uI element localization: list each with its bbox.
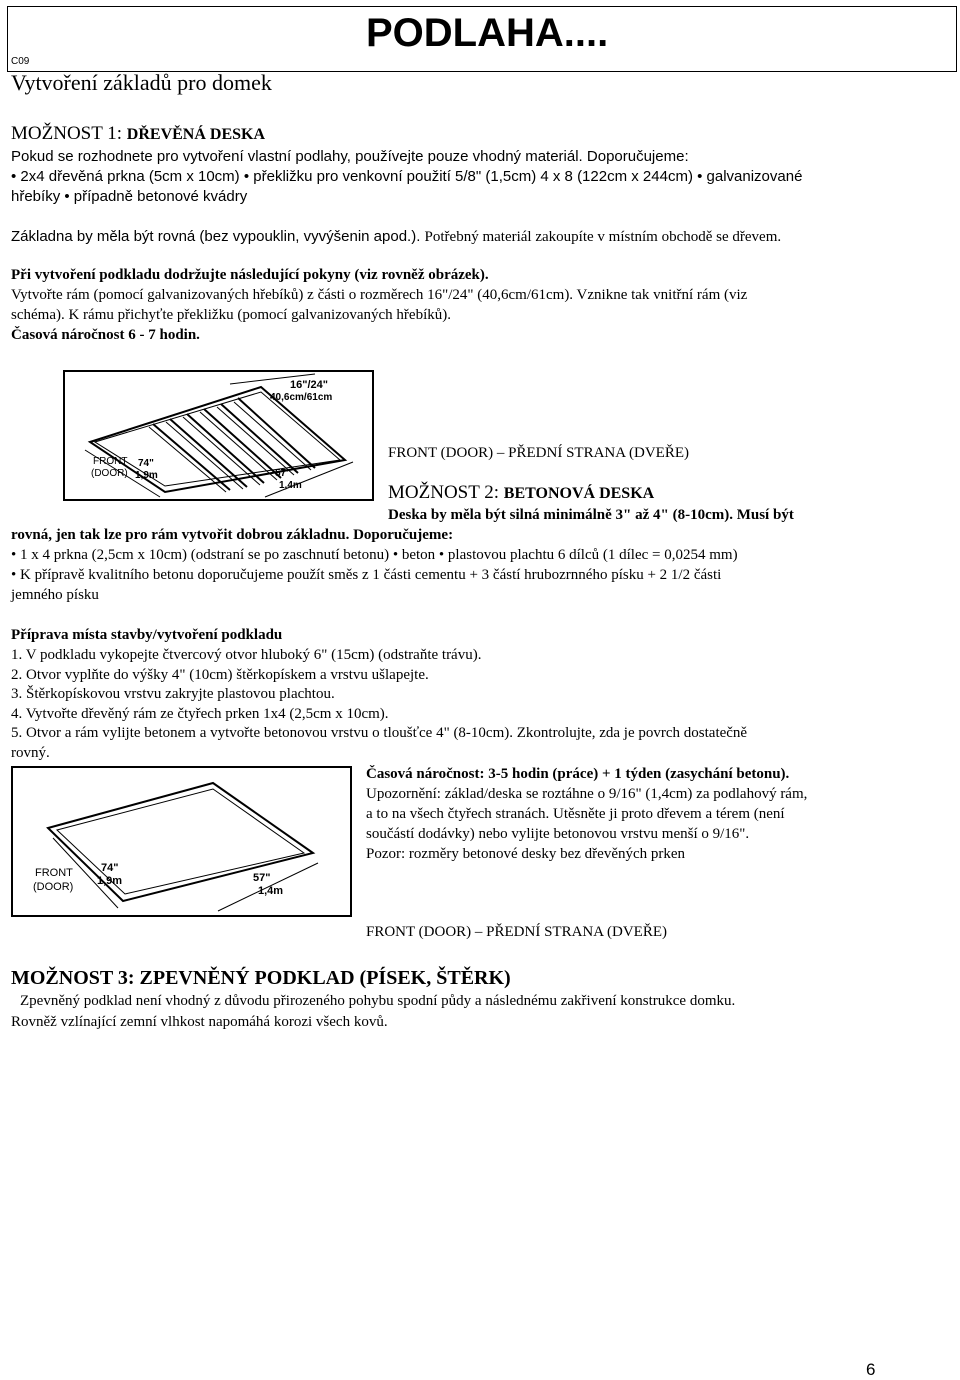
prep-step-5-cont: rovný. [11, 745, 50, 761]
header-subtitle: Vytvoření základů pro domek [11, 70, 272, 95]
page-number: 6 [866, 1360, 876, 1379]
option2-note-3: součástí dodávky) nebo vylijte betonovou vrstvu menší o 9/16". [366, 826, 750, 842]
prep-step-3: 3. Štěrkopískovou vrstvu zakryjte plastovou plachtou. [11, 686, 335, 702]
option1-instructions-1: Vytvořte rám (pomocí galvanizovaných hřebíků) z části o rozměrech 16"/24" (40,6cm/61cm). Vznikne tak vnitřní rám (viz [11, 287, 748, 303]
option3-line-1: Zpevněný podklad není vhodný z důvodu přirozeného pohybu spodní půdy a následnému zakřivení konstrukce domku. [20, 993, 736, 1009]
dim-side-label: 57" [275, 468, 291, 479]
option2-thickness-1: Deska by měla být silná minimálně 3" až 4" (8-10cm). Musí být [388, 507, 794, 523]
slab-diagram [11, 766, 352, 917]
prep-step-2: 2. Otvor vyplňte do výšky 4" (10cm) štěrkopískem a vrstvu ušlapejte. [11, 667, 429, 683]
option1-instructions-heading: Při vytvoření podkladu dodržujte následující pokyny (viz rovněž obrázek). [11, 267, 489, 283]
option2-materials-2: • K přípravě kvalitního betonu doporučujeme použít směs z 1 části cementu + 3 částí hrubozrnného písku + 2 1/2 části [11, 567, 722, 583]
dim-top-metric: 40,6cm/61cm [270, 392, 333, 403]
option2-note-2: a to na všech čtyřech stranách. Utěsněte ji proto dřevem a térem (není [366, 806, 785, 822]
page-title: PODLAHA.... [366, 11, 609, 55]
slab-dim-side: 57" [253, 872, 271, 884]
dim-top-label: 16"/24" [290, 379, 328, 391]
option1-intro: Pokud se rozhodnete pro vytvoření vlastní podlahy, používejte pouze vhodný materiál. Doporučujeme: [11, 148, 689, 165]
dim-front-metric: 1,9m [135, 470, 158, 481]
prep-step-1: 1. V podkladu vykopejte čtvercový otvor hluboký 6" (15cm) (odstraňte trávu). [11, 647, 482, 663]
option1-heading: MOŽNOST 1: DŘEVĚNÁ DESKA [11, 123, 266, 144]
option2-caption: FRONT (DOOR) – PŘEDNÍ STRANA (DVEŘE) [366, 924, 667, 940]
option1-instructions-2: schéma). K rámu přichyťte překližku (pomocí galvanizovaných hřebíků). [11, 307, 452, 323]
prep-step-4: 4. Vytvořte dřevěný rám ze čtyřech prken 1x4 (2,5cm x 10cm). [11, 706, 389, 722]
front-label: FRONT [93, 456, 128, 467]
option3-heading: MOŽNOST 3: ZPEVNĚNÝ PODKLAD (PÍSEK, ŠTĚRK) [11, 967, 511, 989]
page-code: C09 [11, 56, 30, 67]
prep-step-5: 5. Otvor a rám vylijte betonem a vytvořte betonovou vrstvu o tloušťce 4" (8-10cm). Zkontrolujte, zda je povrch dostatečně [11, 725, 748, 741]
dim-side-metric: 1,4m [279, 480, 302, 491]
option1-materials-2: hřebíky • případně betonové kvádry [11, 188, 248, 205]
option1-base-text: Základna by měla být rovná (bez vypouklin, vyvýšenin apod.). Potřebný materiál zakoupíte v místním obchodě se dřevem. [11, 228, 782, 245]
option2-note-4: Pozor: rozměry betonové desky bez dřevěných prken [366, 846, 686, 862]
option2-thickness-2: rovná, jen tak lze pro rám vytvořit dobrou základnu. Doporučujeme: [11, 527, 454, 543]
option1-materials-1: • 2x4 dřevěná prkna (5cm x 10cm) • překližku pro venkovní použití 5/8" (1,5cm) 4 x 8 (122cm x 244cm) • galvanizované [11, 168, 803, 185]
prep-heading: Příprava místa stavby/vytvoření podkladu [11, 627, 283, 643]
option1-caption: FRONT (DOOR) – PŘEDNÍ STRANA (DVEŘE) [388, 445, 689, 461]
door-label: (DOOR) [91, 468, 128, 479]
slab-door-label: (DOOR) [33, 881, 74, 893]
option2-materials-1: • 1 x 4 prkna (2,5cm x 10cm) (odstraní se po zaschnutí betonu) • beton • plastovou plachtu 6 dílců (1 dílec = 0,0254 mm) [11, 547, 738, 563]
option2-note-1: Upozornění: základ/deska se roztáhne o 9/16" (1,4cm) za podlahový rám, [366, 786, 808, 802]
slab-front-label: FRONT [35, 867, 73, 879]
slab-dim-front: 74" [101, 862, 119, 874]
option3-line-2: Rovněž vzlínající zemní vlhkost napomáhá korozi všech kovů. [11, 1014, 388, 1030]
slab-dim-side-metric: 1,4m [258, 885, 284, 897]
dim-front-label: 74" [138, 458, 154, 469]
slab-dim-front-metric: 1,9m [97, 875, 123, 887]
frame-diagram [63, 370, 374, 501]
option1-time: Časová náročnost 6 - 7 hodin. [11, 327, 200, 343]
option2-heading: MOŽNOST 2: BETONOVÁ DESKA [388, 482, 655, 503]
option2-materials-3: jemného písku [11, 587, 99, 603]
option2-time: Časová náročnost: 3-5 hodin (práce) + 1 týden (zasychání betonu). [366, 766, 790, 782]
